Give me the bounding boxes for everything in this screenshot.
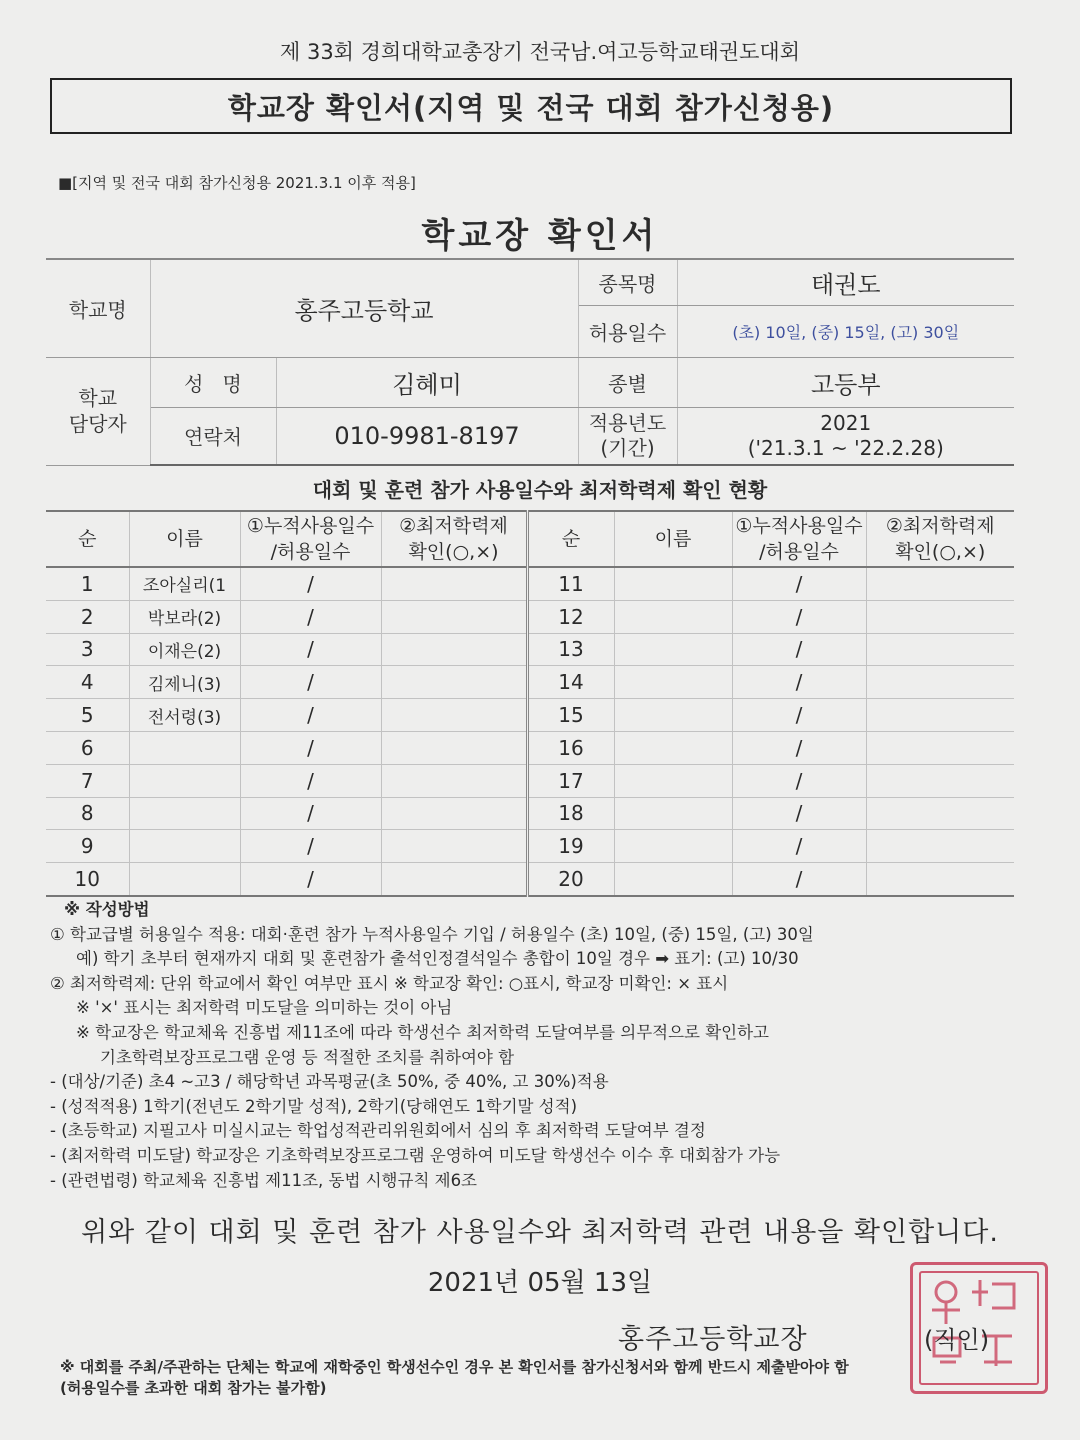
instructions [50, 898, 1040, 1193]
athlete-roster-table [46, 510, 1014, 897]
year-value: 2021 [820, 410, 872, 435]
instruction-line: 예) 학기 초부터 현재까지 대회 및 훈련참가 출석인정결석일수 총합이 10일 경우 ➡ 표기: (고) 10/30 [76, 949, 799, 969]
roster-cell-academic-left [381, 633, 527, 666]
roster-cell-days-right: / [732, 600, 866, 633]
header-days-right: ①누적사용일수 /허용일수 [732, 511, 866, 567]
roster-cell-academic-left [381, 731, 527, 764]
school-name-value: 홍주고등학교 [150, 259, 578, 357]
roster-cell-name-left: 박보라(2) [129, 600, 240, 633]
header-num-right: 순 [527, 511, 614, 567]
roster-cell-name-left [129, 830, 240, 863]
roster-cell-name-left [129, 797, 240, 830]
roster-cell-academic-right [866, 863, 1014, 896]
roster-cell-academic-right [866, 699, 1014, 732]
roster-cell-days-left: / [240, 600, 381, 633]
roster-cell-name-left: 김제니(3) [129, 666, 240, 699]
allowed-days-label: 허용일수 [578, 305, 677, 357]
event-label: 종목명 [578, 259, 677, 305]
roster-cell-academic-right [866, 830, 1014, 863]
form-title-box [50, 78, 1012, 134]
header-days-left: ①누적사용일수 /허용일수 [240, 511, 381, 567]
roster-cell-num-left: 2 [46, 600, 129, 633]
roster-cell-days-left: / [240, 633, 381, 666]
roster-cell-name-right [614, 830, 732, 863]
roster-cell-academic-right [866, 633, 1014, 666]
roster-cell-name-left [129, 731, 240, 764]
manager-label: 학교 담당자 [46, 357, 150, 465]
roster-cell-num-right: 11 [527, 567, 614, 600]
roster-cell-days-left: / [240, 699, 381, 732]
roster-cell-name-right [614, 699, 732, 732]
roster-cell-academic-left [381, 600, 527, 633]
roster-cell-num-right: 16 [527, 731, 614, 764]
roster-cell-days-right: / [732, 863, 866, 896]
roster-cell-days-right: / [732, 666, 866, 699]
roster-cell-days-left: / [240, 666, 381, 699]
roster-cell-num-right: 19 [527, 830, 614, 863]
instruction-line: - (성적적용) 1학기(전년도 2학기말 성적), 2학기(당해연도 1학기말 성적) [50, 1096, 578, 1116]
roster-cell-days-left: / [240, 830, 381, 863]
roster-cell-num-right: 15 [527, 699, 614, 732]
roster-cell-days-right: / [732, 830, 866, 863]
roster-cell-academic-left [381, 797, 527, 830]
roster-cell-days-right: / [732, 764, 866, 797]
header-academic-left: ②최저학력제 확인(○,×) [381, 511, 527, 567]
confirmation-statement: 위와 같이 대회 및 훈련 참가 사용일수와 최저학력 관련 내용을 확인합니다. [81, 1217, 999, 1248]
signer-title: 홍주고등학교장 [618, 1324, 808, 1355]
contact-label: 연락처 [150, 407, 276, 465]
roster-cell-num-left: 7 [46, 764, 129, 797]
roster-cell-academic-left [381, 764, 527, 797]
applicability-note: ■[지역 및 전국 대회 참가신청용 2021.3.1 이후 적용] [58, 174, 416, 192]
roster-cell-num-left: 6 [46, 731, 129, 764]
roster-cell-academic-left [381, 699, 527, 732]
roster-cell-num-left: 8 [46, 797, 129, 830]
roster-cell-name-left: 이재은(2) [129, 633, 240, 666]
roster-cell-name-right [614, 764, 732, 797]
instruction-line: - (관련법령) 학교체육 진흥법 제11조, 동법 시행규칙 제6조 [50, 1170, 477, 1190]
roster-cell-name-right [614, 567, 732, 600]
roster-cell-name-left [129, 764, 240, 797]
instruction-line: ※ '×' 표시는 최저학력 미도달을 의미하는 것이 아님 [76, 998, 453, 1018]
roster-cell-name-right [614, 731, 732, 764]
school-name-label: 학교명 [46, 259, 150, 357]
roster-cell-num-right: 20 [527, 863, 614, 896]
header-name-left: 이름 [129, 511, 240, 567]
roster-cell-name-right [614, 633, 732, 666]
roster-row [46, 830, 1014, 863]
roster-cell-num-right: 14 [527, 666, 614, 699]
roster-cell-num-right: 12 [527, 600, 614, 633]
roster-cell-num-left: 10 [46, 863, 129, 896]
roster-cell-academic-left [381, 666, 527, 699]
roster-cell-days-left: / [240, 797, 381, 830]
manager-name-label: 성 명 [150, 357, 276, 407]
roster-cell-num-left: 9 [46, 830, 129, 863]
roster-row [46, 764, 1014, 797]
roster-cell-academic-left [381, 567, 527, 600]
roster-row [46, 666, 1014, 699]
header-num-left: 순 [46, 511, 129, 567]
roster-cell-name-right [614, 600, 732, 633]
roster-cell-academic-right [866, 731, 1014, 764]
manager-name-value: 김혜미 [276, 357, 578, 407]
footer-note: ※ 대회를 주최/주관하는 단체는 학교에 재학중인 학생선수인 경우 본 확인서를 참가신청서와 함께 반드시 제출받아야 함 (허용일수를 초과한 대회 참가는 불가함) [60, 1358, 849, 1397]
issue-date: 2021년 05월 13일 [427, 1268, 653, 1298]
roster-cell-academic-right [866, 567, 1014, 600]
roster-cell-days-left: / [240, 863, 381, 896]
roster-row [46, 797, 1014, 830]
header-name-right: 이름 [614, 511, 732, 567]
year-cell [677, 407, 1014, 465]
roster-row [46, 633, 1014, 666]
instruction-line: ※ 학교장은 학교체육 진흥법 제11조에 따라 학생선수 최저학력 도달여부를 의무적으로 확인하고 [76, 1022, 769, 1042]
status-title: 대회 및 훈련 참가 사용일수와 최저학력제 확인 현황 [312, 478, 768, 502]
page-title: 학교장 확인서 [421, 216, 659, 256]
seal-label: (직인) [924, 1326, 990, 1354]
roster-cell-name-left: 전서령(3) [129, 699, 240, 732]
roster-cell-days-right: / [732, 633, 866, 666]
contact-value: 010-9981-8197 [276, 407, 578, 465]
roster-cell-academic-right [866, 666, 1014, 699]
instruction-line: - (최저학력 미도달) 학교장은 기초학력보장프로그램 운영하여 미도달 학생선수 이수 후 대회참가 가능 [50, 1145, 781, 1165]
roster-cell-num-right: 17 [527, 764, 614, 797]
roster-row [46, 863, 1014, 896]
instruction-line: 기초학력보장프로그램 운영 등 적절한 조치를 취하여야 함 [100, 1047, 515, 1067]
roster-cell-num-left: 1 [46, 567, 129, 600]
roster-cell-days-left: / [240, 567, 381, 600]
roster-cell-academic-right [866, 600, 1014, 633]
roster-cell-name-right [614, 863, 732, 896]
roster-cell-num-left: 3 [46, 633, 129, 666]
roster-cell-name-left [129, 863, 240, 896]
roster-row [46, 731, 1014, 764]
roster-cell-days-left: / [240, 731, 381, 764]
allowed-days-value: (초) 10일, (중) 15일, (고) 30일 [677, 305, 1014, 357]
roster-row [46, 567, 1014, 600]
event-title: 제 33회 경희대학교총장기 전국남.여고등학교태권도대회 [280, 40, 800, 64]
roster-cell-academic-left [381, 830, 527, 863]
roster-cell-days-left: / [240, 764, 381, 797]
roster-row [46, 699, 1014, 732]
event-value: 태권도 [677, 259, 1014, 305]
school-info-table [46, 258, 1014, 466]
roster-cell-days-right: / [732, 567, 866, 600]
roster-row [46, 600, 1014, 633]
roster-cell-academic-right [866, 764, 1014, 797]
roster-cell-name-right [614, 797, 732, 830]
roster-cell-num-right: 18 [527, 797, 614, 830]
roster-body [46, 567, 1014, 896]
instruction-line: - (대상/기준) 초4 ~고3 / 해당학년 과목평균(초 50%, 중 40%, 고 30%)적용 [50, 1072, 609, 1092]
header-academic-right: ②최저학력제 확인(○,×) [866, 511, 1014, 567]
roster-cell-days-right: / [732, 797, 866, 830]
instruction-line: ② 최저학력제: 단위 학교에서 확인 여부만 표시 ※ 학교장 확인: ○표시, 학교장 미확인: × 표시 [50, 973, 729, 993]
period-value: ('21.3.1 ~ '22.2.28) [747, 435, 944, 460]
roster-cell-academic-left [381, 863, 527, 896]
roster-cell-name-right [614, 666, 732, 699]
roster-cell-num-right: 13 [527, 633, 614, 666]
year-label: 적용년도 (기간) [578, 407, 677, 465]
instruction-line: ① 학교급별 허용일수 적용: 대회·훈련 참가 누적사용일수 기입 / 허용일수 (초) 10일, (중) 15일, (고) 30일 [50, 924, 814, 944]
division-label: 종별 [578, 357, 677, 407]
roster-cell-num-left: 5 [46, 699, 129, 732]
roster-cell-days-right: / [732, 731, 866, 764]
instruction-line: - (초등학교) 지필고사 미실시교는 학업성적관리위원회에서 심의 후 최저학력 도달여부 결정 [50, 1121, 706, 1141]
roster-cell-num-left: 4 [46, 666, 129, 699]
roster-cell-days-right: / [732, 699, 866, 732]
roster-cell-name-left: 조아실리(1 [129, 567, 240, 600]
form-title: 학교장 확인서(지역 및 전국 대회 참가신청용) [227, 90, 835, 125]
instructions-heading: ※ 작성방법 [64, 900, 150, 919]
division-value: 고등부 [677, 357, 1014, 407]
roster-cell-academic-right [866, 797, 1014, 830]
